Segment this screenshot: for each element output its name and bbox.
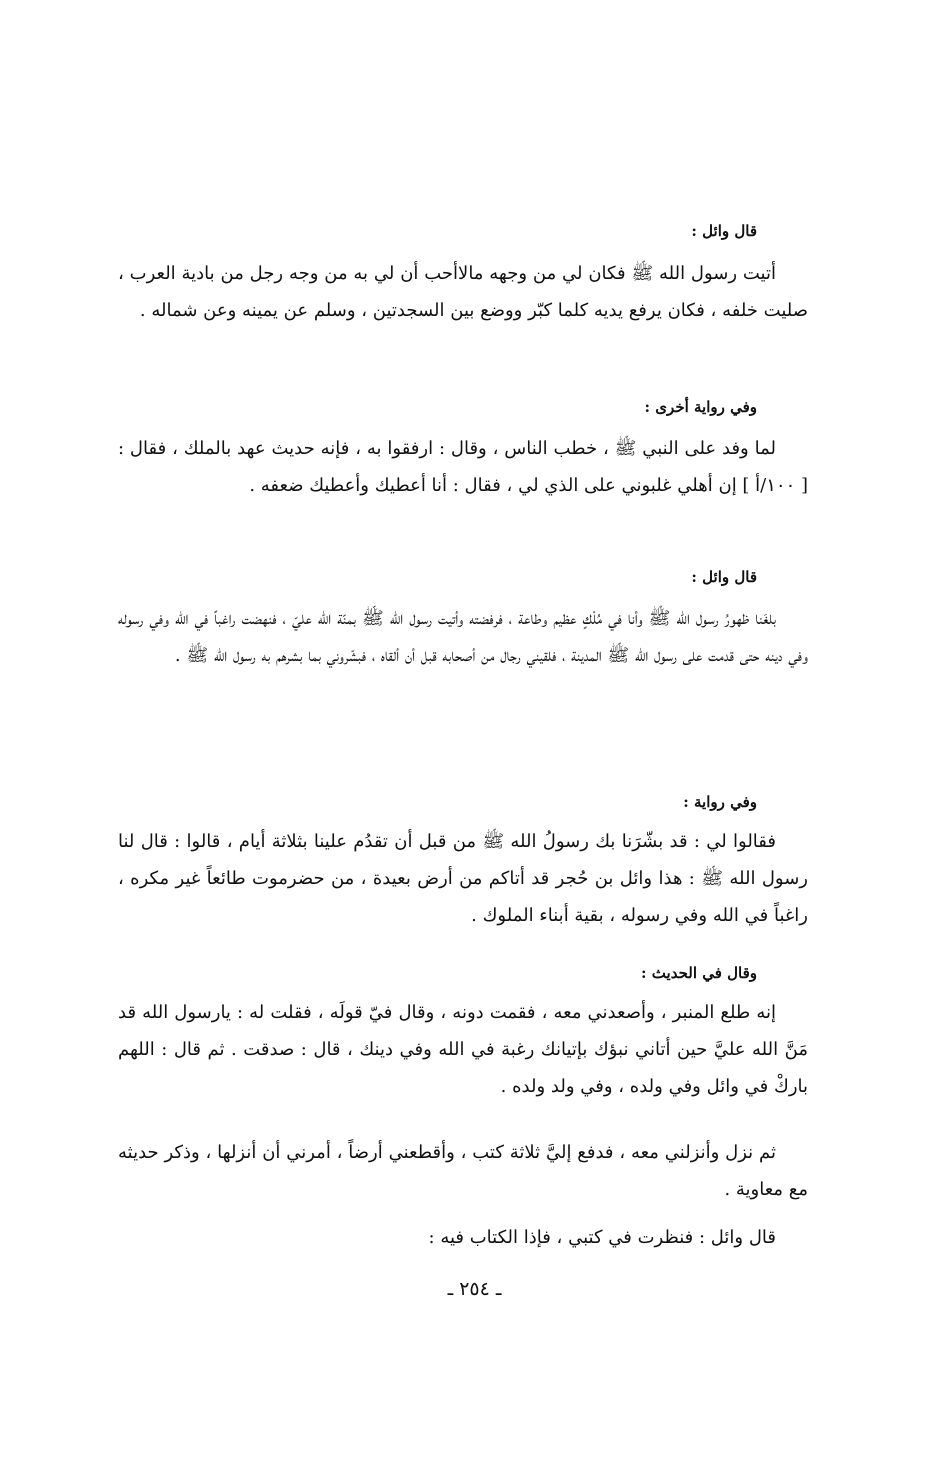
- section-body: [118, 430, 808, 504]
- paragraph: قال وائل : فنظرت في كتبي ، فإذا الكتاب فيه :: [428, 1227, 776, 1248]
- section-heading: قال وائل :: [691, 222, 757, 240]
- section-heading: وفي رواية :: [683, 793, 757, 811]
- paragraph: أتيت رسول الله ﷺ فكان لي من وجهه مالاأحب أن لي به من وجه رجل من بادية العرب ، صليت خلفه ، فكان يرفع يديه كلما كبّر ووضع بين السجدتين ، وسلم عن يمينه وعن شماله .: [118, 263, 808, 321]
- section-body: [118, 1134, 808, 1208]
- paragraph: ثم نزل وأنزلني معه ، فدفع إليَّ ثلاثة كتب ، وأقطعني أرضاً ، أمرني أن أنزلها ، وذكر حديثه مع معاوية .: [118, 1142, 808, 1200]
- page-number: ـ ٢٥٤ ـ: [447, 1278, 502, 1300]
- section-body: [118, 255, 808, 329]
- section-body: [118, 994, 808, 1105]
- paragraph: بلغَنا ظهورُ رسول الله ﷺ وأنا في مُلْكٍ عظيم وطاعة ، فرفضته وأتيت رسول الله ﷺ بمنّة الله عليّ ، فنهضت راغباً في الله وفي رسوله وفي دينه حتى قدمت على رسول الله ﷺ المدينة ، فلقيني رجال من أصحابه قبل أن ألقاه ، فبشّروني بما بشرهم به رسول الله ﷺ .: [118, 608, 808, 666]
- section-body: [118, 600, 808, 674]
- section-heading: وقال في الحديث :: [641, 964, 757, 982]
- section-heading: قال وائل :: [691, 568, 757, 586]
- paragraph: إنه طلع المنبر ، وأصعدني معه ، فقمت دونه ، وقال فيّ قولَه ، فقلت له : يارسول الله قد مَنَّ الله عليَّ حين أتاني نبؤك بإتيانك رغبة في الله وفي دينك ، قال : صدقت . ثم قال : اللهم باركْ في وائل وفي ولده ، وفي ولد ولده .: [118, 1002, 808, 1097]
- section-heading: وفي رواية أخرى :: [644, 398, 757, 416]
- section-body: [118, 823, 808, 934]
- paragraph: فقالوا لي : قد بشّرَنا بك رسولُ الله ﷺ من قبل أن تقدُم علينا بثلاثة أيام ، قالوا : قال لنا رسول الله ﷺ : هذا وائل بن حُجر قد أتاكم من أرض بعيدة ، من حضرموت طائعاً غير مكره ، راغباً في الله وفي رسوله ، بقية أبناء الملوك .: [118, 831, 808, 926]
- paragraph: لما وفد على النبي ﷺ ، خطب الناس ، وقال : ارفقوا به ، فإنه حديث عهد بالملك ، فقال : [ ١٠٠/أ ] إن أهلي غلبوني على الذي لي ، فقال : أنا أعطيك وأعطيك ضعفه .: [118, 438, 808, 496]
- section-body: [118, 1219, 808, 1256]
